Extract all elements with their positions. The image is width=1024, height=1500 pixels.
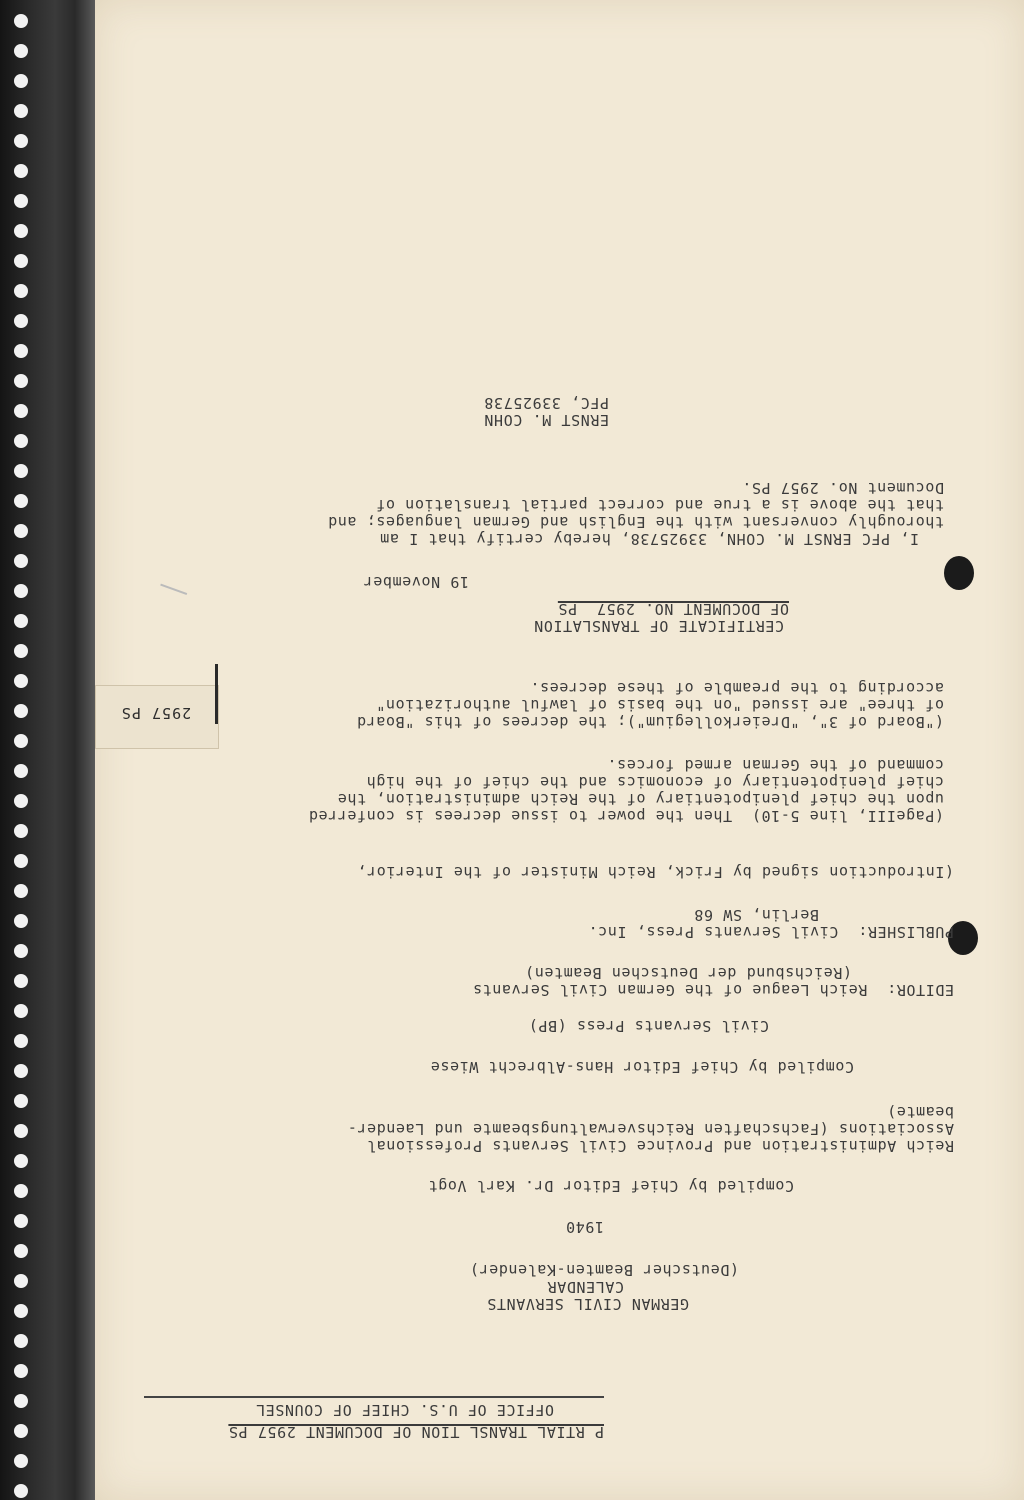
binder-hole-icon <box>14 1064 28 1078</box>
binder-hole-icon <box>14 1004 28 1018</box>
binder-hole-icon <box>14 134 28 148</box>
introduction-line: (Introduction signed by Frick, Reich Minister of the Interior, <box>356 863 954 881</box>
certificate-title-1: CERTIFICATE OF TRANSLATION <box>533 617 784 635</box>
binder-hole-icon <box>14 974 28 988</box>
binder-hole-icon <box>14 1304 28 1318</box>
binder-hole-icon <box>14 764 28 778</box>
editor-line-2: (Reichsbund der Deutschen Beamten) <box>524 964 852 982</box>
typed-document <box>95 0 1024 1500</box>
association-line-3: beamte) <box>886 1103 954 1121</box>
binder-hole-icon <box>14 1394 28 1408</box>
body-line-3: chief plenipotentiary of economics and the chief of the high <box>366 773 944 791</box>
binder-hole-icon <box>14 104 28 118</box>
binder-hole-icon <box>14 464 28 478</box>
binder-hole-icon <box>14 1454 28 1468</box>
binder-hole-icon <box>14 1364 28 1378</box>
binder-hole-icon <box>14 404 28 418</box>
header-line-2: OFFICE OF U.S. CHIEF OF COUNSEL <box>255 1401 554 1419</box>
compiled-by-wiese: Compiled by Chief Editor Hans-Albrecht Wiese <box>430 1058 854 1076</box>
binder-hole-icon <box>14 1334 28 1348</box>
binder-hole-icon <box>14 224 28 238</box>
binder-hole-icon <box>14 674 28 688</box>
signature-name: ERNST M. COHN <box>483 411 609 429</box>
binder-hole-icon <box>14 1154 28 1168</box>
binder-hole-icon <box>14 1244 28 1258</box>
binder-hole-icon <box>14 1484 28 1498</box>
certificate-title-2: OF DOCUMENT NO. 2957 PS <box>557 600 789 618</box>
body-line-1: (PageIII, line 5-10) Then the power to issue decrees is conferred <box>308 807 944 825</box>
certification-line-1: I, PFC ERNST M. COHN, 33925738, hereby certify that I am <box>379 530 919 548</box>
binder-hole-icon <box>14 584 28 598</box>
binder-edge <box>0 0 95 1500</box>
binder-hole-icon <box>14 884 28 898</box>
binder-hole-icon <box>14 1184 28 1198</box>
binder-hole-icon <box>14 524 28 538</box>
binder-hole-icon <box>14 704 28 718</box>
body-line-2: upon the chief plenipotentiary of the Reich administration, the <box>337 790 944 808</box>
title-line-2: CALENDAR <box>546 1278 624 1296</box>
binder-hole-icon <box>14 194 28 208</box>
binder-hole-icon <box>14 1094 28 1108</box>
certification-line-3: that the above is a true and correct partial translation of <box>375 496 944 514</box>
binder-hole-icon <box>14 494 28 508</box>
body-line-6: of three" are issued "on the basis of lawful authorization" <box>375 696 944 714</box>
binder-hole-icon <box>14 854 28 868</box>
publisher-line-2: Berlin, SW 68 <box>693 906 819 924</box>
body-line-4: command of the German armed forces. <box>606 756 944 774</box>
binder-hole-icon <box>14 254 28 268</box>
binder-hole-icon <box>14 284 28 298</box>
binder-holes <box>14 0 36 1500</box>
binder-hole-icon <box>14 14 28 28</box>
header-rule <box>144 1396 604 1398</box>
binder-hole-icon <box>14 1124 28 1138</box>
binder-hole-icon <box>14 1214 28 1228</box>
binder-hole-icon <box>14 344 28 358</box>
certification-line-4: Document No. 2957 PS. <box>741 479 944 497</box>
title-year: 1940 <box>565 1218 604 1236</box>
binder-hole-icon <box>14 644 28 658</box>
binder-hole-icon <box>14 614 28 628</box>
certification-line-2: thoroughly conversant with the English and German languages; and <box>327 513 944 531</box>
binder-hole-icon <box>14 74 28 88</box>
title-line-3: (Deutscher Beamten-Kalender) <box>469 1261 739 1279</box>
body-line-7: according to the preamble of these decrees. <box>529 679 944 697</box>
compiled-by-vogt: Compiled by Chief Editor Dr. Karl Vogt <box>428 1177 794 1195</box>
press-line: Civil Servants Press (BP) <box>528 1017 769 1035</box>
association-line-1: Reich Administration and Province Civil Servants Professional <box>366 1137 954 1155</box>
tab-label: 2957 PS <box>120 704 192 722</box>
signature-rank: PFC, 33925738 <box>483 394 609 412</box>
body-line-5: ("Board of 3", "Dreierkollegium"); the decrees of this "Board <box>356 713 944 731</box>
editor-line-1: EDITOR: Reich League of the German Civil Servants <box>472 981 954 999</box>
binder-hole-icon <box>14 914 28 928</box>
binder-hole-icon <box>14 434 28 448</box>
binder-hole-icon <box>14 164 28 178</box>
binder-hole-icon <box>14 554 28 568</box>
association-line-2: Associations (Fachschaften Reichsverwaltungsbeamte und Laender- <box>347 1120 954 1138</box>
publisher-line-1: PUBLISHER: Civil Servants Press, Inc. <box>588 923 954 941</box>
binder-hole-icon <box>14 824 28 838</box>
binder-hole-icon <box>14 944 28 958</box>
certificate-date: 19 November <box>363 573 469 591</box>
binder-hole-icon <box>14 1424 28 1438</box>
header-line-1: P RTIAL TRANSL TION OF DOCUMENT 2957 PS <box>228 1423 604 1441</box>
binder-hole-icon <box>14 374 28 388</box>
binder-hole-icon <box>14 1274 28 1288</box>
binder-hole-icon <box>14 1034 28 1048</box>
binder-hole-icon <box>14 44 28 58</box>
binder-hole-icon <box>14 734 28 748</box>
binder-hole-icon <box>14 794 28 808</box>
title-line-1: GERMAN CIVIL SERVANTS <box>486 1295 689 1313</box>
binder-hole-icon <box>14 314 28 328</box>
